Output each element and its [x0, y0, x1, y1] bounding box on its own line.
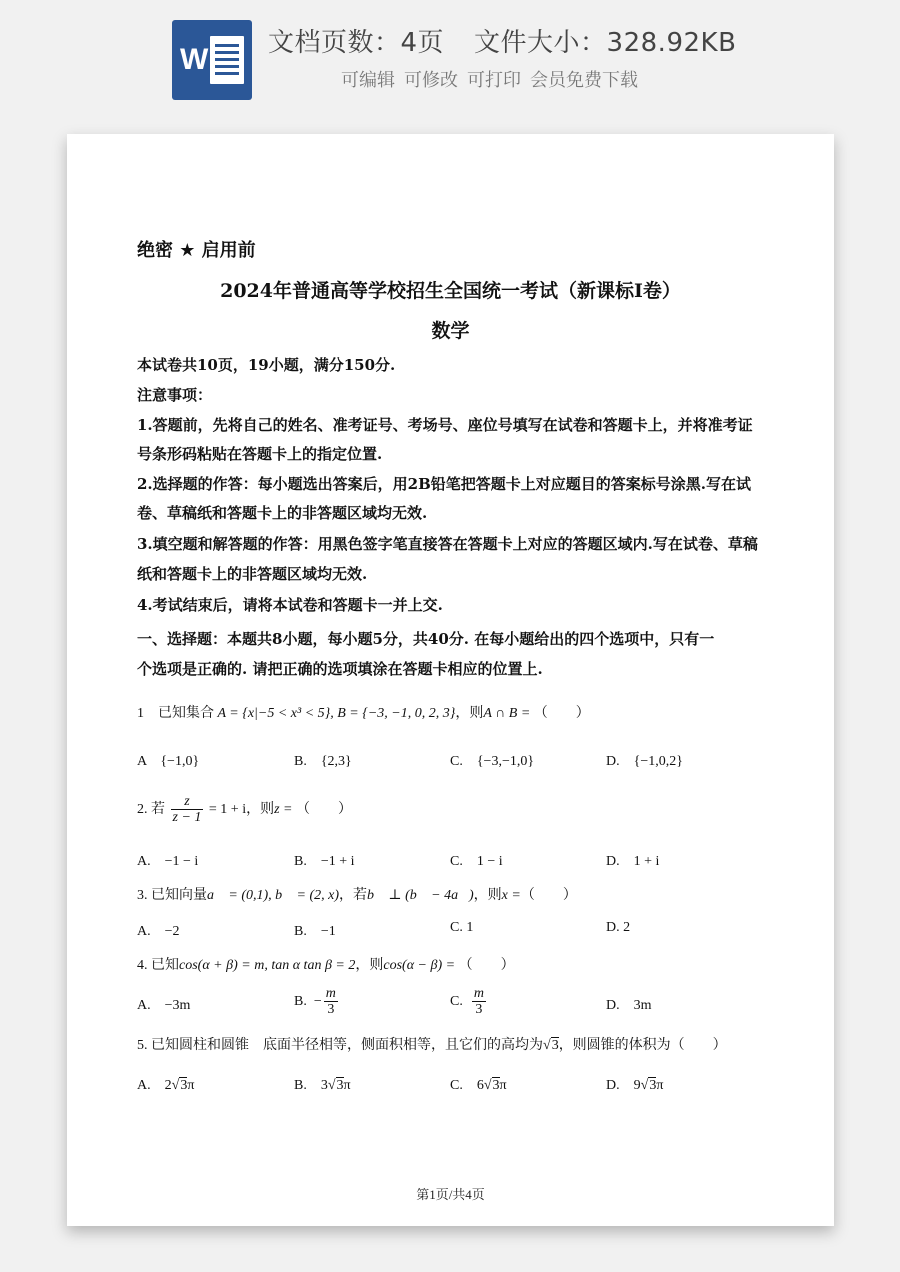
word-icon: [172, 20, 252, 100]
option-c: C. 6√3π: [450, 1078, 507, 1093]
page-footer: 第1页/共4页: [416, 1187, 485, 1202]
option-label: C. 6: [450, 1078, 484, 1093]
notice-line: 1.答题前，先将自己的姓名、准考证号、考场号、座位号填写在试卷和答题卡上，并将准考证: [137, 416, 753, 434]
sqrt-radicand: 3: [649, 1078, 657, 1093]
question-math: a⃗ = (0,1), b⃗ = (2, x): [207, 888, 340, 903]
document-banner: [0, 0, 900, 120]
question-text: 5. 已知圆柱和圆锥 底面半径相等，侧面积相等，且它们的高均为: [137, 1038, 543, 1053]
option-label: D. 9: [606, 1078, 641, 1093]
option-c: C. 1 − i: [450, 854, 503, 869]
question-text: （ ）: [296, 802, 352, 818]
option-suffix: π: [187, 1078, 195, 1093]
option-label: A. 2: [137, 1078, 172, 1093]
page-count: 文档页数：4页: [268, 28, 445, 58]
question-text: ，若: [339, 888, 368, 903]
option-sign: −: [313, 994, 322, 1010]
section-heading: 个选项是正确的. 请把正确的选项填涂在答题卡相应的位置上.: [137, 660, 543, 678]
question-text: 1 已知集合: [137, 706, 214, 721]
question-math: = 1 + i: [208, 802, 247, 818]
option-c: C. {−3,−1,0}: [450, 754, 535, 769]
fraction-numerator: m: [473, 986, 484, 1001]
word-icon-page: [210, 36, 244, 84]
question-2: [137, 794, 352, 826]
notice-line: 卷、草稿纸和答题卡上的非答题区域均无效.: [137, 504, 428, 522]
option-d: D. 2: [606, 920, 631, 935]
option-a: A. −2: [137, 924, 180, 939]
question-text: （ ）: [458, 958, 515, 973]
question-text: 2. 若: [137, 802, 165, 818]
option-c: [450, 986, 488, 1018]
option-b: B. {2,3}: [294, 754, 352, 769]
banner-features: [341, 66, 638, 92]
question-text: 3. 已知向量: [137, 888, 207, 903]
question-text: 4. 已知: [137, 958, 179, 973]
option-b: B. 3√3π: [294, 1078, 351, 1093]
question-3: [137, 884, 577, 904]
question-text: ，则: [473, 888, 502, 903]
subject-title: 数学: [431, 320, 470, 342]
notice-line: 号条形码粘贴在答题卡上的指定位置.: [137, 445, 383, 463]
word-icon-letter: W: [180, 43, 209, 76]
option-b: B. −1 + i: [294, 854, 355, 869]
sqrt-radicand: 3: [551, 1038, 559, 1053]
option-b: [294, 986, 340, 1018]
section-heading: 一、选择题：本题共8小题，每小题5分，共40分. 在每小题给出的四个选项中，只有一: [137, 630, 715, 648]
option-d: D. 9√3π: [606, 1078, 664, 1093]
feature-printable: 可打印: [467, 70, 521, 91]
notice-line: 3.填空题和解答题的作答：用黑色签字笔直接答在答题卡上对应的答题区域内.写在试卷、草稿: [137, 535, 758, 553]
option-label: B. 3: [294, 1078, 328, 1093]
question-text: （ ）: [533, 706, 590, 721]
option-d: D. 3m: [606, 998, 652, 1013]
question-math: b⃗ ⊥ (b⃗ − 4a⃗): [367, 888, 474, 903]
fraction: [324, 986, 338, 1018]
question-math: A ∩ B =: [483, 706, 531, 721]
exam-intro: 本试卷共10页，19小题，满分150分.: [137, 356, 396, 374]
file-size: 文件大小：328.92KB: [474, 28, 737, 58]
option-a: A. 2√3π: [137, 1078, 195, 1093]
notice-line: 2.选择题的作答：每小题选出答案后，用2B铅笔把答题卡上对应题目的答案标号涂黑.写在试: [137, 475, 752, 493]
fraction-denominator: z − 1: [172, 810, 202, 826]
banner-title: [268, 22, 736, 59]
question-math: A = {x|−5 < x³ < 5}, B = {−3, −1, 0, 2, 3}: [217, 706, 456, 721]
question-text: ，则: [455, 706, 484, 721]
sqrt-radicand: 3: [180, 1078, 188, 1093]
question-5: 5. 已知圆柱和圆锥 底面半径相等，侧面积相等，且它们的高均为√3，则圆锥的体积为（ ）: [137, 1038, 727, 1053]
option-label: B.: [294, 994, 307, 1010]
option-d: D. 1 + i: [606, 854, 660, 869]
document-page: [67, 134, 834, 1226]
option-suffix: π: [656, 1078, 664, 1093]
question-1: [137, 702, 590, 722]
feature-editable: 可编辑: [341, 70, 395, 91]
option-a: A. −1 − i: [137, 854, 199, 869]
sqrt-radicand: 3: [492, 1078, 500, 1093]
sqrt-radicand: 3: [336, 1078, 344, 1093]
option-suffix: π: [343, 1078, 351, 1093]
option-suffix: π: [499, 1078, 507, 1093]
secret-label: 绝密 ★ 启用前: [137, 240, 256, 261]
question-math: x =: [501, 888, 521, 903]
question-math: cos(α + β) = m, tan α tan β = 2: [179, 958, 356, 973]
option-label: C.: [450, 994, 463, 1010]
fraction-numerator: m: [325, 986, 336, 1001]
question-4: [137, 954, 515, 974]
exam-title: 2024年普通高等学校招生全国统一考试（新课标I卷）: [220, 280, 681, 302]
fraction: [171, 794, 204, 826]
fraction-denominator: 3: [475, 1002, 483, 1018]
notice-line: 纸和答题卡上的非答题区域均无效.: [137, 565, 368, 583]
feature-modifiable: 可修改: [404, 70, 458, 91]
question-text: （ ）: [520, 888, 577, 903]
question-math: z =: [274, 802, 293, 818]
option-b: B. −1: [294, 924, 336, 939]
question-text: ，则: [246, 802, 275, 818]
notice-line: 4.考试结束后，请将本试卷和答题卡一并上交.: [137, 596, 443, 614]
fraction-numerator: z: [171, 794, 204, 810]
question-text: ，则: [355, 958, 384, 973]
feature-member-download: 会员免费下载: [530, 70, 638, 91]
question-math: cos(α − β) =: [383, 958, 456, 973]
option-a: A {−1,0}: [137, 754, 200, 769]
fraction-denominator: 3: [327, 1002, 335, 1018]
option-d: D. {−1,0,2}: [606, 754, 683, 769]
option-c: C. 1: [450, 920, 474, 935]
notice-heading: 注意事项：: [137, 386, 213, 404]
question-text: ，则圆锥的体积为（ ）: [558, 1038, 727, 1053]
fraction: [472, 986, 486, 1018]
option-a: A. −3m: [137, 998, 191, 1013]
